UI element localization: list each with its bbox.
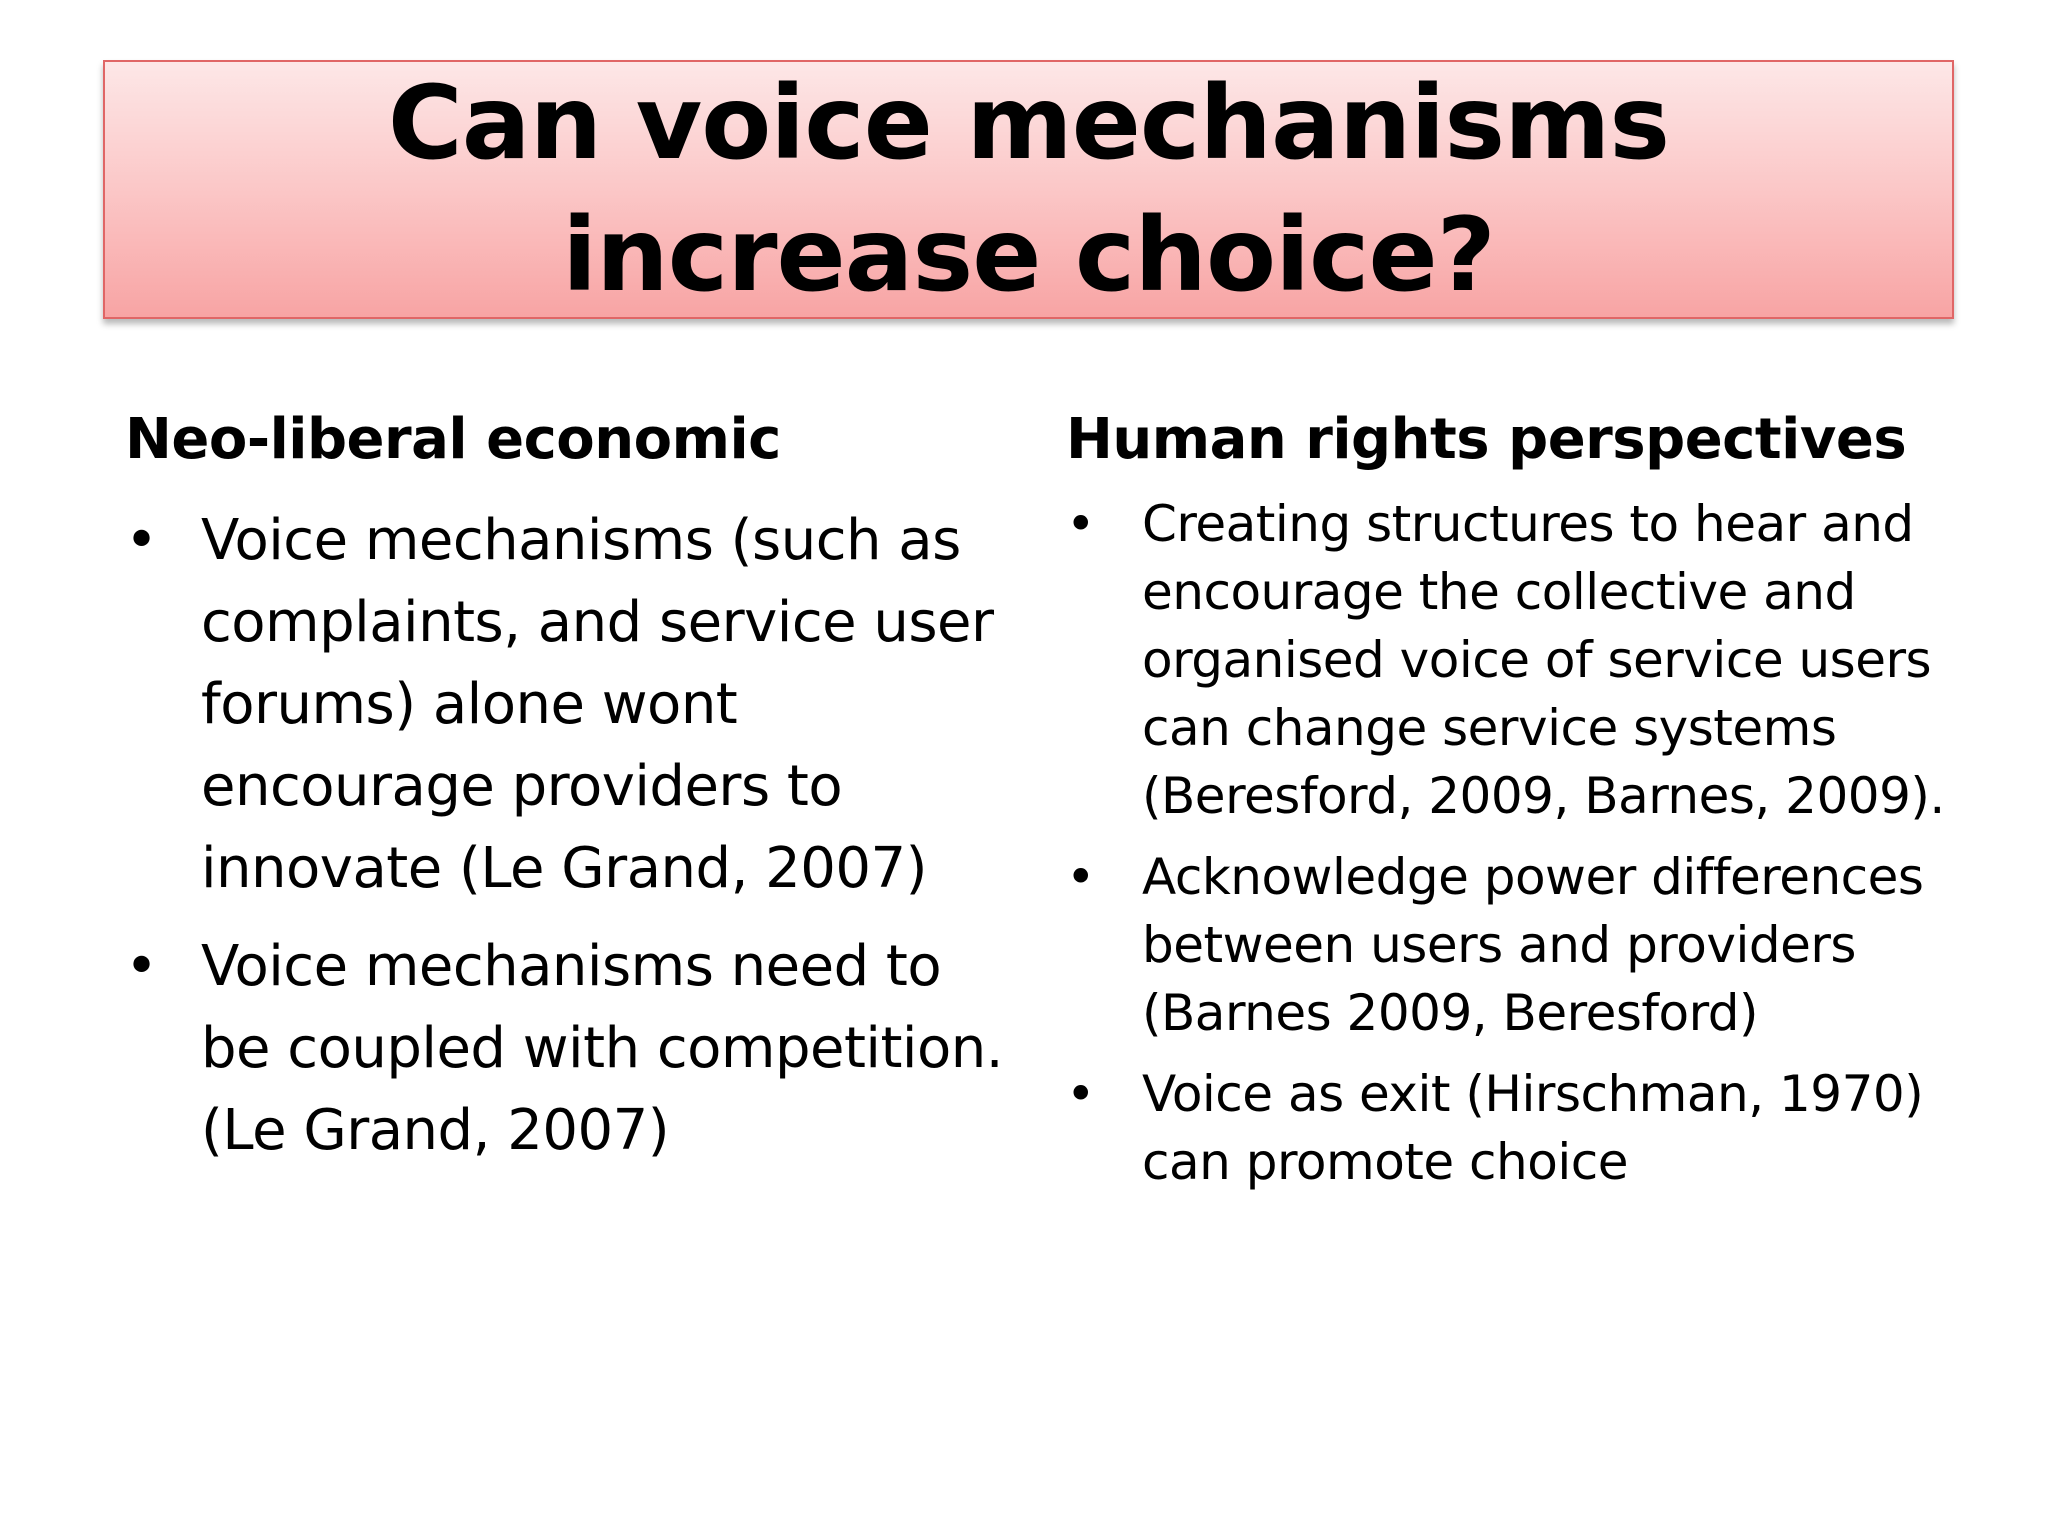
bullet-text: Creating structures to hear and encourage the collective and organised voice of service users can change service systems (Beresford, 2009, Barnes, 2009). [1142, 495, 1945, 825]
bullet-icon: • [1066, 848, 1095, 906]
list-item [1066, 1060, 1946, 1196]
bullet-icon: • [125, 508, 158, 573]
left-heading: Neo-liberal economic [125, 407, 781, 472]
left-bullet-list [125, 500, 1005, 1172]
bullet-icon: • [1066, 1065, 1095, 1123]
title-box [103, 60, 1954, 319]
bullet-text: Voice as exit (Hirschman, 1970) can promote choice [1142, 1065, 1924, 1191]
slide-title: Can voice mechanisms increase choice? [387, 63, 1670, 315]
list-item [1066, 490, 1946, 830]
list-item [1066, 843, 1946, 1047]
right-bullet-list [1066, 490, 1946, 1196]
left-column [125, 400, 1005, 1188]
bullet-text: Voice mechanisms need to be coupled with competition. (Le Grand, 2007) [201, 934, 1004, 1163]
bullet-icon: • [1066, 495, 1095, 553]
list-item [125, 500, 1005, 910]
right-column [1066, 400, 1946, 1209]
bullet-icon: • [125, 934, 158, 999]
right-heading: Human rights perspectives [1066, 407, 1907, 472]
bullet-text: Voice mechanisms (such as complaints, and service user forums) alone wont encourage providers to innovate (Le Grand, 2007) [201, 508, 994, 901]
bullet-text: Acknowledge power differences between users and providers (Barnes 2009, Beresford) [1142, 848, 1924, 1042]
list-item [125, 926, 1005, 1172]
